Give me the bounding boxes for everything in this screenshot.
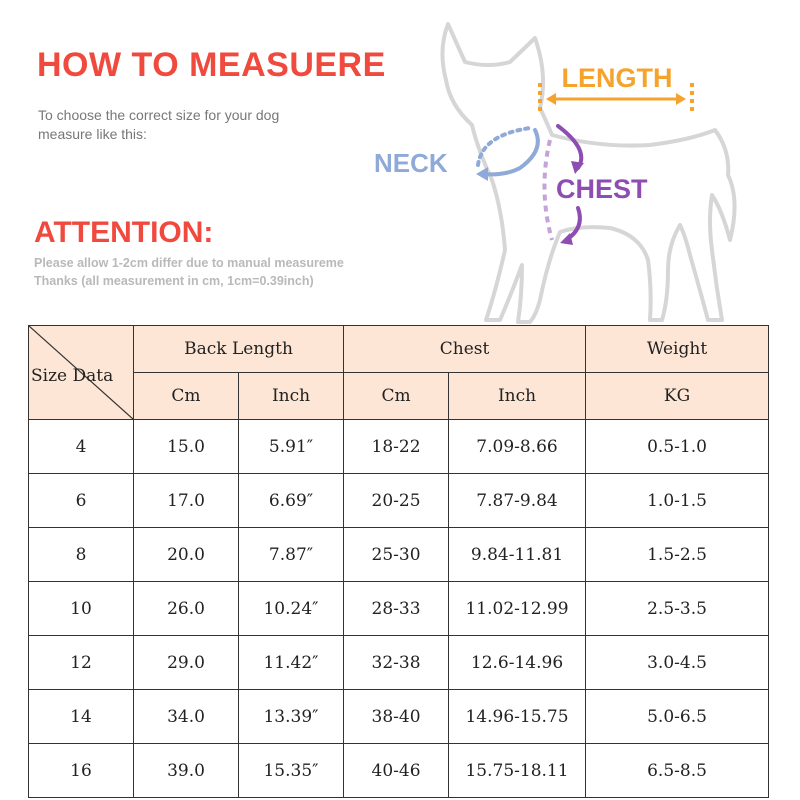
cell-weight-kg: 1.5-2.5 — [586, 528, 769, 582]
cell-weight-kg: 2.5-3.5 — [586, 582, 769, 636]
cell-chest-cm: 18-22 — [344, 420, 449, 474]
table-row — [29, 420, 769, 474]
cell-back-cm: 26.0 — [134, 582, 239, 636]
corner-label: Size Data — [31, 366, 114, 386]
cell-weight-kg: 1.0-1.5 — [586, 474, 769, 528]
unit-back-inch: Inch — [239, 373, 344, 420]
cell-chest-cm: 32-38 — [344, 636, 449, 690]
table-row — [29, 474, 769, 528]
cell-weight-kg: 3.0-4.5 — [586, 636, 769, 690]
dog-measure-diagram — [370, 15, 800, 325]
cell-chest-inch: 9.84-11.81 — [449, 528, 586, 582]
intro-text — [38, 106, 358, 144]
header-weight: Weight — [586, 326, 769, 373]
cell-back-cm: 29.0 — [134, 636, 239, 690]
cell-weight-kg: 0.5-1.0 — [586, 420, 769, 474]
cell-chest-cm: 25-30 — [344, 528, 449, 582]
cell-back-cm: 15.0 — [134, 420, 239, 474]
cell-weight-kg: 6.5-8.5 — [586, 744, 769, 798]
cell-back-cm: 20.0 — [134, 528, 239, 582]
cell-size: 14 — [29, 690, 134, 744]
cell-back-inch: 7.87″ — [239, 528, 344, 582]
cell-back-cm: 34.0 — [134, 690, 239, 744]
size-table-body — [29, 420, 769, 798]
chest-label: CHEST — [556, 174, 648, 204]
cell-back-inch: 13.39″ — [239, 690, 344, 744]
cell-chest-inch: 14.96-15.75 — [449, 690, 586, 744]
attention-note-2: Thanks (all measurement in cm, 1cm=0.39inch) — [34, 274, 314, 288]
cell-chest-inch: 12.6-14.96 — [449, 636, 586, 690]
cell-chest-cm: 38-40 — [344, 690, 449, 744]
table-row — [29, 528, 769, 582]
cell-chest-inch: 7.09-8.66 — [449, 420, 586, 474]
cell-chest-inch: 7.87-9.84 — [449, 474, 586, 528]
table-row — [29, 744, 769, 798]
header-back-length: Back Length — [134, 326, 344, 373]
attention-heading: ATTENTION: — [34, 216, 214, 249]
cell-back-cm: 17.0 — [134, 474, 239, 528]
cell-chest-cm: 28-33 — [344, 582, 449, 636]
cell-size: 4 — [29, 420, 134, 474]
size-data-corner-cell — [29, 326, 134, 420]
cell-back-inch: 11.42″ — [239, 636, 344, 690]
cell-back-inch: 6.69″ — [239, 474, 344, 528]
page-title: HOW TO MEASUERE — [37, 46, 386, 84]
unit-chest-inch: Inch — [449, 373, 586, 420]
cell-chest-inch: 15.75-18.11 — [449, 744, 586, 798]
length-label: LENGTH — [561, 63, 673, 93]
cell-weight-kg: 5.0-6.5 — [586, 690, 769, 744]
neck-indicator — [374, 128, 538, 181]
unit-chest-cm: Cm — [344, 373, 449, 420]
cell-back-inch: 10.24″ — [239, 582, 344, 636]
cell-back-cm: 39.0 — [134, 744, 239, 798]
cell-back-inch: 15.35″ — [239, 744, 344, 798]
table-row — [29, 636, 769, 690]
header-chest: Chest — [344, 326, 586, 373]
table-row — [29, 690, 769, 744]
table-row — [29, 582, 769, 636]
cell-size: 6 — [29, 474, 134, 528]
cell-chest-inch: 11.02-12.99 — [449, 582, 586, 636]
cell-chest-cm: 40-46 — [344, 744, 449, 798]
unit-back-cm: Cm — [134, 373, 239, 420]
size-table — [28, 325, 769, 798]
cell-size: 12 — [29, 636, 134, 690]
neck-label: NECK — [374, 148, 448, 178]
length-indicator — [540, 63, 692, 115]
cell-chest-cm: 20-25 — [344, 474, 449, 528]
cell-size: 8 — [29, 528, 134, 582]
unit-weight-kg: KG — [586, 373, 769, 420]
cell-size: 16 — [29, 744, 134, 798]
intro-line-1: To choose the correct size for your dog — [38, 107, 280, 123]
cell-size: 10 — [29, 582, 134, 636]
attention-note-1: Please allow 1-2cm differ due to manual measureme — [34, 256, 344, 270]
intro-line-2: measure like this: — [38, 126, 147, 142]
cell-back-inch: 5.91″ — [239, 420, 344, 474]
